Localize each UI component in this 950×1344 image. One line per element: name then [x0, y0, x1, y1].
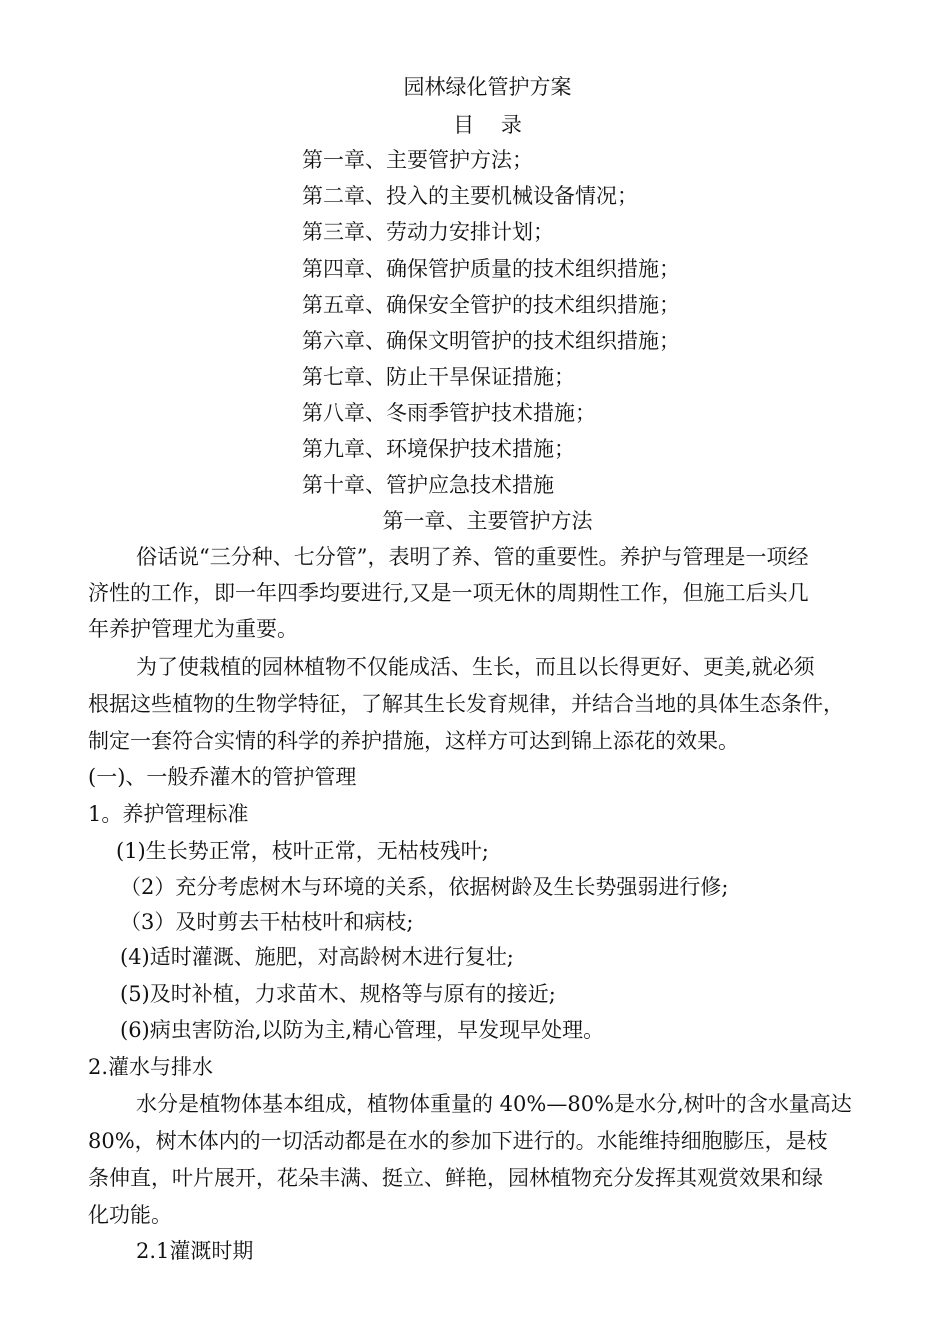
paragraph-line: 年养护管理尤为重要。 [88, 617, 298, 641]
paragraph-line: 制定一套符合实情的科学的养护措施，这样方可达到锦上添花的效果。 [88, 729, 739, 753]
paragraph-line: 条伸直，叶片展开，花朵丰满、挺立、鲜艳，园林植物充分发挥其观赏效果和绿 [88, 1166, 823, 1190]
subsection-heading: 2.1灌溉时期 [136, 1239, 254, 1263]
paragraph-line: 根据这些植物的生物学特征，了解其生长发育规律，并结合当地的具体生态条件， [88, 692, 844, 716]
item-heading: 2.灌水与排水 [88, 1055, 214, 1079]
document-title: 园林绿化管护方案 [403, 75, 572, 99]
toc-item: 第三章、劳动力安排计划； [302, 220, 554, 244]
list-item: （2）充分考虑树木与环境的关系，依据树龄及生长势强弱进行修; [120, 875, 729, 899]
list-item: (6)病虫害防治,以防为主,精心管理，早发现早处理。 [120, 1018, 605, 1042]
section-heading: (一)、一般乔灌木的管护管理 [88, 765, 357, 789]
paragraph-line: 80%，树木体内的一切活动都是在水的参加下进行的。水能维持细胞膨压，是枝 [88, 1129, 828, 1153]
toc-item: 第五章、确保安全管护的技术组织措施； [302, 293, 680, 317]
toc-item: 第九章、环境保护技术措施； [302, 437, 575, 461]
toc-heading: 目 录 [453, 113, 522, 137]
toc-item: 第十章、管护应急技术措施 [302, 473, 554, 497]
toc-item: 第八章、冬雨季管护技术措施； [302, 401, 596, 425]
toc-item: 第一章、主要管护方法； [302, 148, 533, 172]
list-item: (5)及时补植，力求苗木、规格等与原有的接近; [120, 982, 556, 1006]
list-item: （3）及时剪去干枯枝叶和病枝; [120, 910, 414, 934]
list-item: (4)适时灌溉、施肥，对高龄树木进行复壮; [120, 945, 514, 969]
toc-item: 第六章、确保文明管护的技术组织措施； [302, 329, 680, 353]
paragraph-line: 为了使栽植的园林植物不仅能成活、生长，而且以长得更好、更美,就必须 [136, 655, 815, 679]
toc-item: 第二章、投入的主要机械设备情况； [302, 184, 638, 208]
item-heading: 1。养护管理标准 [88, 802, 249, 826]
paragraph-line: 化功能。 [88, 1203, 172, 1227]
paragraph-line: 济性的工作，即一年四季均要进行,又是一项无休的周期性工作，但施工后头几 [88, 581, 809, 605]
toc-item: 第七章、防止干旱保证措施； [302, 365, 575, 389]
paragraph-line: 俗话说“三分种、七分管”，表明了养、管的重要性。养护与管理是一项经 [136, 545, 809, 569]
chapter1-heading: 第一章、主要管护方法 [382, 509, 593, 533]
paragraph-line: 水分是植物体基本组成，植物体重量的 40%—80%是水分,树叶的含水量高达 [136, 1092, 852, 1116]
list-item: (1)生长势正常，枝叶正常，无枯枝残叶; [116, 839, 489, 863]
toc-item: 第四章、确保管护质量的技术组织措施； [302, 257, 680, 281]
